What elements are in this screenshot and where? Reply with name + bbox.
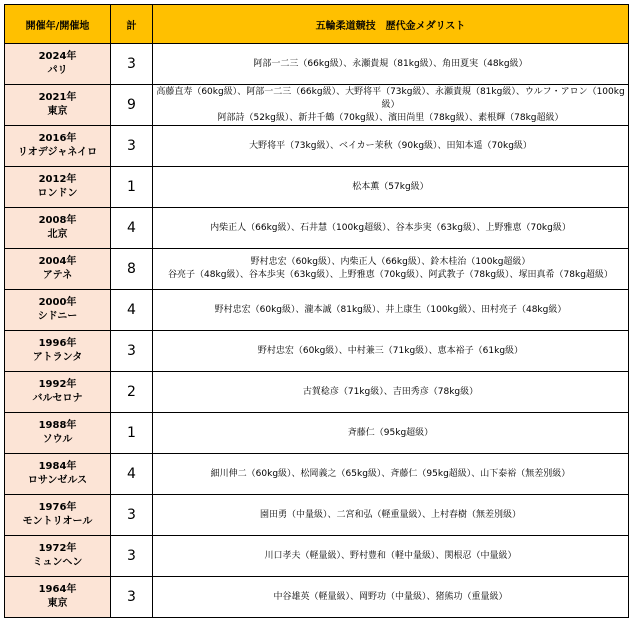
medal-count: 1 — [111, 167, 153, 208]
games-city: 東京 — [47, 106, 68, 117]
table-row — [5, 44, 629, 85]
medalists-cell — [153, 249, 629, 290]
games-place-cell — [5, 454, 111, 495]
medalist-line: 阿部一二三（66kg級）、永瀬貴規（81kg級）、角田夏実（48kg級） — [253, 58, 528, 69]
medalists-cell — [153, 290, 629, 331]
games-place-cell — [5, 249, 111, 290]
games-place-cell — [5, 331, 111, 372]
games-year: 2016年 — [38, 133, 77, 144]
medalist-line: 野村忠宏（60kg級）、瀧本誠（81kg級）、井上康生（100kg級）、田村亮子（48kg級） — [214, 304, 567, 315]
games-place-cell — [5, 85, 111, 126]
medalists-cell — [153, 331, 629, 372]
medalists-cell — [153, 577, 629, 618]
games-year: 2012年 — [38, 174, 77, 185]
games-city: バルセロナ — [32, 393, 83, 404]
medal-count: 4 — [111, 454, 153, 495]
medalists-cell — [153, 495, 629, 536]
medal-count: 3 — [111, 331, 153, 372]
gold-medalists-table — [4, 4, 629, 618]
games-place-cell — [5, 372, 111, 413]
games-city: 北京 — [47, 229, 68, 240]
medalist-line: 川口孝夫（軽量級）、野村豊和（軽中量級）、関根忍（中量級） — [264, 550, 517, 561]
games-year: 1972年 — [38, 543, 77, 554]
games-place-cell — [5, 495, 111, 536]
medalist-line: 野村忠宏（60kg級）、中村兼三（71kg級）、恵本裕子（61kg級） — [257, 345, 524, 356]
medalists-cell — [153, 454, 629, 495]
games-place-cell — [5, 126, 111, 167]
games-place-cell — [5, 208, 111, 249]
medalists-cell — [153, 85, 629, 126]
table-row — [5, 208, 629, 249]
games-city: リオデジャネイロ — [17, 147, 98, 158]
medal-count: 3 — [111, 536, 153, 577]
table-row — [5, 536, 629, 577]
games-year: 2004年 — [38, 256, 77, 267]
games-city: パリ — [47, 65, 68, 76]
games-city: シドニー — [37, 311, 78, 322]
medal-count: 3 — [111, 44, 153, 85]
medalists-cell — [153, 413, 629, 454]
games-year: 1988年 — [38, 420, 77, 431]
medal-count: 4 — [111, 208, 153, 249]
games-city: アトランタ — [32, 352, 83, 363]
medalist-line: 松本薫（57kg級） — [352, 181, 429, 192]
header-count: 計 — [111, 5, 153, 44]
medal-count: 1 — [111, 413, 153, 454]
header-row — [5, 5, 629, 44]
medalist-line: 阿部詩（52kg級）、新井千鶴（70kg級）、濱田尚里（78kg級）、素根輝（78kg超級） — [217, 112, 564, 123]
medalists-cell — [153, 167, 629, 208]
table-row — [5, 290, 629, 331]
medalist-line: 内柴正人（66kg級）、石井慧（100kg超級）、谷本歩実（63kg級）、上野雅恵（70kg級） — [210, 222, 571, 233]
games-city: ロサンゼルス — [27, 475, 88, 486]
medal-count: 8 — [111, 249, 153, 290]
medalists-cell — [153, 372, 629, 413]
medalist-line: 谷亮子（48kg級）、谷本歩実（63kg級）、上野雅恵（70kg級）、阿武教子（78kg級）、塚田真希（78kg超級） — [168, 270, 613, 280]
games-year: 1964年 — [38, 584, 77, 595]
games-year: 2008年 — [38, 215, 77, 226]
table-row — [5, 126, 629, 167]
table-row — [5, 85, 629, 126]
medal-count: 2 — [111, 372, 153, 413]
games-place-cell — [5, 577, 111, 618]
games-place-cell — [5, 536, 111, 577]
medal-count: 3 — [111, 126, 153, 167]
games-city: 東京 — [47, 598, 68, 609]
games-place-cell — [5, 413, 111, 454]
medalists-cell — [153, 208, 629, 249]
medalists-cell — [153, 44, 629, 85]
games-year: 2000年 — [38, 297, 77, 308]
header-place: 開催年/開催地 — [5, 5, 111, 44]
games-year: 1984年 — [38, 461, 77, 472]
table-row — [5, 249, 629, 290]
table-body — [5, 44, 629, 618]
medalist-line: 中谷雄英（軽量級）、岡野功（中量級）、猪熊功（重量級） — [273, 591, 508, 602]
games-year: 2024年 — [38, 51, 77, 62]
table-row — [5, 167, 629, 208]
table-row — [5, 331, 629, 372]
medal-count: 3 — [111, 495, 153, 536]
games-year: 1976年 — [38, 502, 77, 513]
table-row — [5, 372, 629, 413]
games-place-cell — [5, 167, 111, 208]
games-city: ロンドン — [37, 188, 78, 199]
table-row — [5, 413, 629, 454]
medalist-line: 古賀稔彦（71kg級）、吉田秀彦（78kg級） — [302, 386, 479, 397]
games-year: 1992年 — [38, 379, 77, 390]
table-row — [5, 454, 629, 495]
table-row — [5, 495, 629, 536]
medalists-cell — [153, 536, 629, 577]
medalist-line: 細川伸二（60kg級）、松岡義之（65kg級）、斉藤仁（95kg超級）、山下泰裕（無差別級） — [210, 468, 571, 479]
medalist-line: 大野将平（73kg級）、ベイカー茉秋（90kg級）、田知本遥（70kg級） — [249, 140, 532, 151]
medalist-line: 斉藤仁（95kg超級） — [347, 427, 434, 438]
games-city: ソウル — [42, 434, 73, 445]
games-place-cell — [5, 290, 111, 331]
games-city: アテネ — [42, 270, 73, 281]
table-row — [5, 577, 629, 618]
medalist-line: 園田勇（中量級）、二宮和弘（軽重量級）、上村春樹（無差別級） — [259, 509, 521, 520]
medal-count: 3 — [111, 577, 153, 618]
games-year: 1996年 — [38, 338, 77, 349]
medal-count: 9 — [111, 85, 153, 126]
medalist-line: 高藤直寿（60kg級）、阿部一二三（66kg級）、大野将平（73kg級）、永瀬貴規（81kg級）、ウルフ・アロン（100kg級） — [156, 86, 625, 110]
header-medalists: 五輪柔道競技 歴代金メダリスト — [153, 5, 629, 44]
games-place-cell — [5, 44, 111, 85]
medalist-line: 野村忠宏（60kg級）、内柴正人（66kg級）、鈴木桂治（100kg超級） — [250, 257, 531, 267]
medal-count: 4 — [111, 290, 153, 331]
medalists-cell — [153, 126, 629, 167]
games-city: モントリオール — [22, 516, 93, 527]
games-city: ミュンヘン — [32, 557, 83, 568]
games-year: 2021年 — [38, 92, 77, 103]
